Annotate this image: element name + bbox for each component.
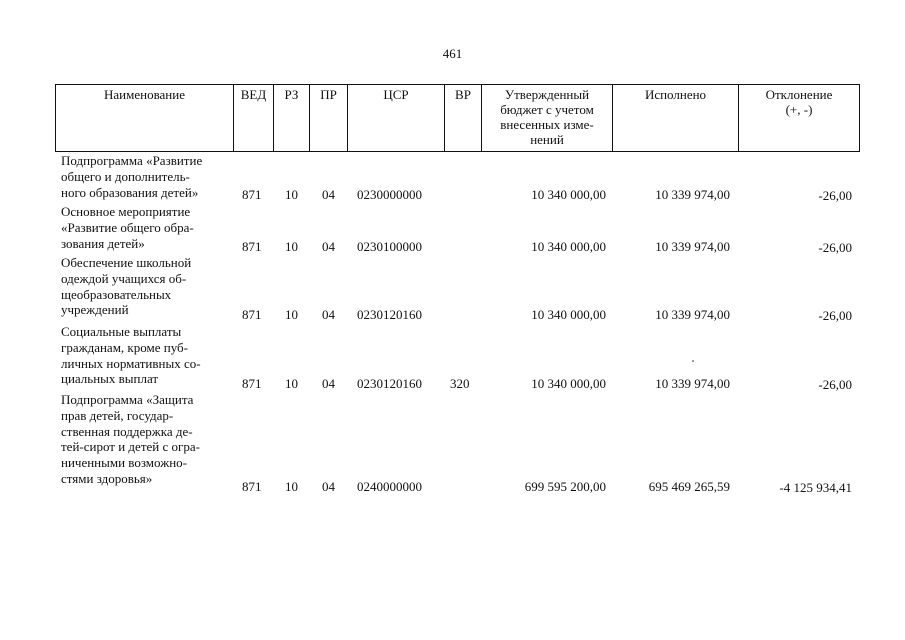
row-csr: 0230000000 (357, 187, 422, 202)
row-executed: 10 339 974,00 (655, 239, 730, 254)
row-name-line: личных нормативных со- (61, 355, 201, 371)
row-csr: 0230120160 (357, 307, 422, 322)
row-pr: 04 (322, 376, 335, 391)
header-name: Наименование (56, 85, 234, 151)
header-pr: ПР (310, 85, 348, 151)
row-name-line: общего и дополнитель- (61, 168, 190, 184)
row-budget: 10 340 000,00 (531, 239, 606, 254)
row-ved: 871 (242, 239, 262, 254)
row-name-line: ного образования детей» (61, 184, 199, 200)
row-name-line: Основное мероприятие (61, 204, 191, 219)
row-name-line: тей-сирот и детей с огра- (61, 439, 200, 455)
row-executed: 695 469 265,59 (648, 479, 730, 494)
header-executed: Исполнено (613, 85, 739, 151)
header-rz: РЗ (274, 85, 310, 151)
row-name-line: ственная поддержка де- (61, 423, 193, 439)
row-name-line: щеобразовательных (61, 286, 172, 302)
header-csr: ЦСР (348, 85, 445, 151)
row-rz: 10 (285, 239, 298, 254)
row-name (61, 204, 236, 251)
row-name-line: гражданам, кроме пуб- (61, 339, 188, 355)
row-executed: 10 339 974,00 (655, 376, 730, 391)
row-name-line: одеждой учащихся об- (61, 270, 187, 286)
row-pr: 04 (322, 307, 335, 322)
row-pr: 04 (322, 187, 335, 202)
row-name-line: циальных выплат (61, 371, 159, 387)
header-deviation (739, 85, 859, 151)
row-name-line: Обеспечение школьной (61, 255, 192, 270)
header-vr: ВР (445, 85, 482, 151)
row-name-line: прав детей, государ- (61, 407, 174, 423)
header-ved: ВЕД (234, 85, 274, 151)
header-deviation-line: Отклонение (765, 87, 833, 102)
row-deviation: -26,00 (818, 377, 852, 392)
row-pr: 04 (322, 479, 335, 494)
row-pr: 04 (322, 239, 335, 254)
row-ved: 871 (242, 376, 262, 391)
row-name-line: Подпрограмма «Защита (61, 392, 194, 407)
row-rz: 10 (285, 187, 298, 202)
row-name-line: Социальные выплаты (61, 324, 182, 339)
row-name-line: «Развитие общего обра- (61, 219, 194, 235)
row-name-line: Подпрограмма «Развитие (61, 153, 203, 168)
header-budget-line: Утвержденный (504, 87, 590, 102)
row-executed: 10 339 974,00 (655, 187, 730, 202)
row-csr: 0240000000 (357, 479, 422, 494)
row-name-line: стями здоровья» (61, 470, 153, 486)
row-ved: 871 (242, 307, 262, 322)
row-csr: 0230100000 (357, 239, 422, 254)
row-budget: 10 340 000,00 (531, 187, 606, 202)
row-name-line: зования детей» (61, 235, 145, 251)
header-budget (482, 85, 613, 151)
row-deviation: -26,00 (818, 188, 852, 203)
row-deviation: -26,00 (818, 240, 852, 255)
table-header (55, 84, 860, 152)
row-deviation: -4 125 934,41 (779, 480, 852, 495)
row-budget: 10 340 000,00 (531, 376, 606, 391)
row-executed: 10 339 974,00 (655, 307, 730, 322)
row-budget: 10 340 000,00 (531, 307, 606, 322)
row-rz: 10 (285, 307, 298, 322)
row-name (61, 324, 236, 387)
header-budget-line: бюджет с учетом (500, 102, 594, 117)
scan-speck (692, 360, 694, 362)
row-vr: 320 (450, 376, 470, 391)
row-rz: 10 (285, 376, 298, 391)
header-budget-line: внесенных изме- (500, 117, 594, 132)
row-rz: 10 (285, 479, 298, 494)
row-ved: 871 (242, 479, 262, 494)
header-budget-line: нений (530, 132, 564, 147)
row-name (61, 255, 236, 318)
row-name-line: ниченными возможно- (61, 455, 187, 471)
row-name (61, 153, 236, 200)
header-deviation-line: (+, -) (785, 102, 813, 117)
page-number: 461 (442, 46, 463, 61)
row-ved: 871 (242, 187, 262, 202)
row-name-line: учреждений (61, 302, 129, 318)
row-csr: 0230120160 (357, 376, 422, 391)
row-name (61, 392, 236, 487)
row-budget: 699 595 200,00 (524, 479, 606, 494)
row-deviation: -26,00 (818, 308, 852, 323)
